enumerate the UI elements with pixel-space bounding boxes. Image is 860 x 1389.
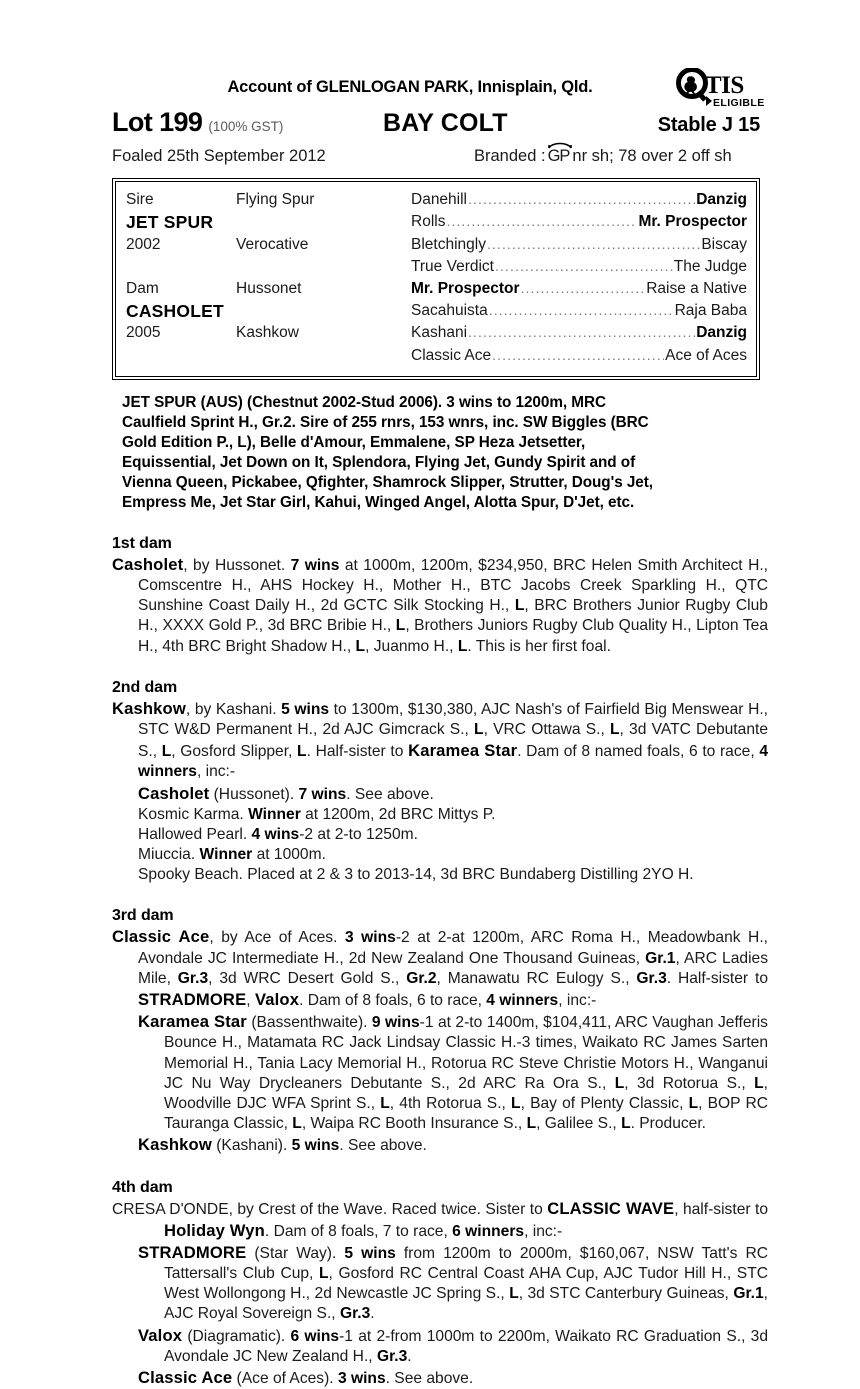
sire-summary-paragraph: [122, 393, 760, 513]
emphasis-text: 4 winners: [138, 743, 768, 781]
horse-name: Valox: [138, 1325, 183, 1345]
emphasis-text: 7 wins: [298, 785, 347, 803]
entry-text: (Diagramatic).: [182, 1327, 291, 1345]
entry-text: . Half-sister to: [306, 743, 409, 761]
emphasis-text: Gr.3: [376, 1347, 408, 1365]
lot-title-row: [112, 107, 760, 138]
entry-text: . This is her first foal.: [467, 637, 611, 655]
emphasis-text: L: [355, 637, 366, 655]
horse-name: Casholet: [112, 554, 184, 574]
emphasis-text: L: [614, 1074, 625, 1092]
pedigree-entry: [112, 698, 768, 783]
entry-text: , by Hussonet.: [183, 556, 291, 574]
dot-leader: [468, 324, 695, 342]
pedigree-entry: [112, 1325, 768, 1367]
horse-name: Classic Ace: [112, 927, 210, 947]
sire-summary-line: JET SPUR (AUS) (Chestnut 2002-Stud 2006). 3 wins to 1200m, MRC: [122, 393, 606, 411]
emphasis-text: Gr.3: [177, 969, 209, 987]
pedigree-horse-name: CASHOLET: [126, 300, 224, 321]
pedigree-gen3-row: [411, 236, 747, 254]
branded-info: [474, 147, 760, 166]
emphasis-text: Winner: [199, 846, 253, 864]
pedigree-gen3-row: [411, 347, 747, 365]
entry-text: -2 at 2-at 1200m, ARC Roma H., Meadowbank H., Avondale JC Intermediate H., 2d New Zealand One Thousand Guineas,: [138, 929, 768, 967]
entry-text: Miuccia.: [138, 846, 200, 864]
dam-heading: 2nd dam: [112, 678, 178, 696]
entry-text: ,: [246, 992, 255, 1010]
pedigree-entry: [112, 554, 768, 657]
emphasis-text: 6 winners: [452, 1222, 525, 1240]
pedigree-gen3-dam: Raise a Native: [646, 279, 747, 297]
brand-glyphs: GP: [547, 147, 570, 166]
dot-leader: [468, 191, 695, 209]
emphasis-text: 5 wins: [281, 700, 330, 718]
entry-text: , BOP RC Tauranga Classic,: [164, 1094, 768, 1133]
pedigree-gen3-dam: Raja Baba: [674, 302, 747, 320]
pedigree-entry: [112, 865, 768, 885]
emphasis-text: L: [514, 597, 525, 615]
entry-text: , inc:-: [524, 1222, 563, 1240]
dam-heading: 3rd dam: [112, 907, 174, 925]
pedigree-gen2-name: Verocative: [236, 235, 309, 253]
pedigree-gen3-dam: The Judge: [673, 257, 747, 275]
svg-text:ELIGIBLE: ELIGIBLE: [713, 97, 765, 108]
dot-leader: [521, 280, 646, 298]
emphasis-text: 3 wins: [344, 929, 396, 947]
entry-text: , 3d VATC Debutante S.,: [138, 720, 768, 761]
emphasis-text: 5 wins: [291, 1137, 340, 1155]
entry-text: . Half-sister to: [666, 969, 768, 987]
entry-text: (Hussonet).: [209, 785, 299, 803]
otis-eligible-logo: [676, 68, 772, 108]
emphasis-text: L: [395, 617, 406, 635]
pedigree-entry: [112, 926, 768, 1011]
pedigree-gen3-row: [411, 258, 747, 276]
emphasis-text: L: [509, 1285, 519, 1303]
pedigree-label: 2002: [126, 235, 161, 253]
sire-summary-line: Empress Me, Jet Star Girl, Kahui, Winged Angel, Alotta Spur, D'Jet, etc.: [122, 493, 635, 511]
entry-text: (Bassenthwaite).: [246, 1014, 372, 1032]
svg-text:TIS: TIS: [705, 72, 744, 99]
dot-leader: [492, 347, 664, 365]
entry-text: , BRC Brothers Junior Rugby Club H., XXXX Gold P., 3d BRC Bribie H.,: [138, 597, 768, 635]
entry-text: to 1300m, $130,380, AJC Nash's of Fairfield Big Menswear H., STC W&D Permanent H., 2d AJC Gimcrack S.,: [138, 700, 769, 738]
entry-text: , Manawatu RC Eulogy S.,: [436, 969, 637, 987]
dam-section: [112, 1179, 768, 1389]
entry-text: (Ace of Aces).: [232, 1370, 338, 1388]
pedigree-gen3-sire: True Verdict: [411, 257, 494, 275]
entry-text: , Woodville DJC WFA Sprint S.,: [164, 1074, 768, 1112]
entry-text: , AJC Royal Sovereign S.,: [164, 1285, 768, 1323]
dam-section: [112, 907, 768, 1156]
emphasis-text: 4 wins: [251, 825, 300, 843]
emphasis-text: 5 wins: [344, 1244, 396, 1262]
foaled-branded-row: [112, 147, 760, 166]
stable-number: Stable J 15: [657, 114, 760, 137]
pedigree-entry: [112, 805, 768, 825]
horse-name: Holiday Wyn: [164, 1220, 265, 1240]
emphasis-text: L: [161, 743, 172, 761]
emphasis-text: L: [297, 743, 307, 761]
emphasis-text: Gr.1: [645, 949, 676, 967]
entry-text: , by Kashani.: [185, 700, 282, 718]
pedigree-gen3-sire: Danehill: [411, 191, 468, 209]
entry-text: CRESA D'ONDE, by Crest of the Wave. Raced twice. Sister to: [112, 1200, 548, 1218]
dot-leader: [446, 213, 637, 231]
pedigree-gen3-dam: Biscay: [701, 235, 747, 253]
pedigree-gen3-row: [411, 302, 747, 320]
horse-name: Karamea Star: [138, 1012, 247, 1032]
emphasis-text: L: [754, 1074, 764, 1092]
entry-text: , Galilee S.,: [536, 1115, 622, 1133]
entry-text: , Waipa RC Booth Insurance S.,: [301, 1115, 527, 1133]
entry-text: at 1000m, 1200m, $234,950, BRC Helen Smith Architect H., Comscentre H., AHS Hockey H., Mother H., BTC Jacobs Creek Sparkling H., QTC Sunshine Coast Daily H., 2d GCTC Silk Stocking H.,: [138, 556, 768, 615]
emphasis-text: Gr.3: [636, 969, 667, 987]
entry-text: , 3d WRC Desert Gold S.,: [208, 969, 407, 987]
emphasis-text: L: [511, 1094, 521, 1112]
emphasis-text: L: [380, 1094, 390, 1112]
pedigree-gen2-name: Kashkow: [236, 324, 299, 342]
branded-label: Branded :: [474, 147, 546, 166]
entry-text: . Dam of 8 foals, 7 to race,: [264, 1222, 453, 1240]
entry-text: (Kashani).: [211, 1137, 292, 1155]
entry-text: , by Ace of Aces.: [209, 929, 345, 947]
horse-name: Karamea Star: [408, 741, 518, 761]
dot-leader: [489, 302, 674, 320]
entry-text: . See above.: [346, 785, 434, 803]
horse-name: Valox: [254, 990, 300, 1010]
pedigree-gen2-name: Flying Spur: [236, 191, 315, 209]
sire-summary-line: Equissential, Jet Down on It, Splendora, Flying Jet, Gundy Spirit and of: [122, 453, 636, 471]
entry-text: , ARC Ladies Mile,: [138, 949, 769, 987]
entry-text: . See above.: [339, 1137, 427, 1155]
emphasis-text: L: [292, 1115, 302, 1133]
emphasis-text: L: [474, 720, 484, 738]
entry-text: , Gosford RC Central Coast AHA Cup, AJC Tudor Hill H., STC West Wollongong H., 2d Newcastle JC Spring S.,: [164, 1265, 768, 1303]
lot-number: Lot 199: [112, 107, 203, 138]
pedigree-gen3-sire: Mr. Prospector: [411, 279, 520, 297]
pedigree-gen3-sire: Rolls: [411, 213, 446, 231]
sire-summary-line: Caulfield Sprint H., Gr.2. Sire of 255 rnrs, 153 wnrs, inc. SW Biggles (BRC: [122, 413, 649, 431]
entry-text: . Dam of 8 foals, 6 to race,: [299, 992, 487, 1010]
dot-leader: [487, 236, 700, 254]
entry-text: , 4th Rotorua S.,: [389, 1094, 512, 1112]
sire-summary-line: Vienna Queen, Pickabee, Qfighter, Shamrock Slipper, Strutter, Doug's Jet,: [122, 473, 654, 491]
gst-note: (100% GST): [208, 119, 284, 135]
emphasis-text: Gr.2: [406, 969, 437, 987]
pedigree-gen2-name: Hussonet: [236, 279, 302, 297]
foaled-date: Foaled 25th September 2012: [112, 147, 326, 166]
emphasis-text: L: [610, 720, 620, 738]
pedigree-label: 2005: [126, 324, 161, 342]
emphasis-text: 6 wins: [290, 1327, 340, 1345]
sire-summary-line: Gold Edition P., L), Belle d'Amour, Emmalene, SP Heza Jetsetter,: [122, 433, 586, 451]
dam-heading: 4th dam: [112, 1178, 173, 1196]
entry-text: -1 at 2-from 1000m to 2200m, Waikato RC Graduation S., 3d Avondale JC New Zealand H.,: [164, 1327, 768, 1365]
horse-name: STRADMORE: [138, 1242, 247, 1262]
entry-text: .: [407, 1347, 412, 1365]
dam-heading: 1st dam: [112, 534, 172, 552]
entry-text: , Gosford Slipper,: [171, 743, 298, 761]
pedigree-gen3-row: [411, 213, 747, 231]
pedigree-horse-name: JET SPUR: [126, 211, 214, 232]
entry-text: , Brothers Juniors Rugby Club Quality H., Lipton Tea H., 4th BRC Bright Shadow H.,: [138, 617, 768, 655]
brand-symbol: [548, 148, 570, 165]
pedigree-grid: [116, 189, 756, 367]
dot-leader: [495, 258, 673, 276]
entry-text: Hallowed Pearl.: [138, 825, 252, 843]
entry-text: . Producer.: [630, 1115, 707, 1133]
emphasis-text: 9 wins: [371, 1014, 420, 1032]
dam-section: [112, 535, 768, 657]
entry-text: from 1200m to 2000m, $160,067, NSW Tatt's RC Tattersall's Club Cup,: [164, 1244, 768, 1283]
emphasis-text: L: [457, 637, 468, 655]
pedigree-label: Sire: [126, 191, 154, 209]
pedigree-gen3-row: [411, 191, 747, 209]
horse-name: Kashkow: [112, 698, 186, 718]
horse-name: Kashkow: [138, 1135, 212, 1155]
entry-text: , inc:-: [558, 992, 597, 1010]
pedigree-entry: [112, 845, 768, 865]
emphasis-text: Winner: [248, 805, 301, 823]
emphasis-text: 4 winners: [486, 992, 559, 1010]
pedigree-table-frame: [112, 178, 760, 380]
horse-name: CLASSIC WAVE: [547, 1198, 675, 1218]
entry-text: (Star Way).: [246, 1244, 345, 1262]
dam-sections: [0, 535, 860, 1389]
emphasis-text: 3 wins: [337, 1370, 386, 1388]
entry-text: Kosmic Karma.: [138, 805, 249, 823]
pedigree-entry: [112, 825, 768, 845]
page-header: [112, 0, 765, 166]
entry-text: , 3d Rotorua S.,: [624, 1074, 755, 1092]
pedigree-gen3-row: [411, 324, 747, 342]
entry-text: at 1200m, 2d BRC Mittys P.: [300, 805, 496, 823]
pedigree-entry: [112, 783, 768, 805]
entry-text: , VRC Ottawa S.,: [483, 720, 611, 738]
pedigree-table: [115, 181, 757, 377]
emphasis-text: L: [319, 1265, 329, 1283]
emphasis-text: L: [688, 1094, 699, 1112]
horse-name: Casholet: [138, 783, 210, 803]
entry-text: -2 at 2-to 1250m.: [299, 825, 418, 843]
entry-text: , half-sister to: [674, 1200, 769, 1218]
entry-text: -1 at 2-to 1400m, $104,411, ARC Vaughan Jefferis Bounce H., Matamata RC Jack Lindsay Classic H.-3 times, Waikato RC James Sarten Memorial H., Tania Lacy Memorial H., Rotorua RC Steve Christie Motors H., Wanganui JC Nu Way Drycleaners Debutante S., 2d ARC Ra Ora S.,: [164, 1014, 768, 1092]
entry-text: . See above.: [385, 1370, 474, 1388]
pedigree-entry: [112, 1242, 768, 1325]
pedigree-gen3-sire: Kashani: [411, 324, 468, 342]
entry-text: . Dam of 8 named foals, 6 to race,: [517, 743, 760, 761]
entry-text: , inc:-: [196, 763, 236, 781]
pedigree-gen3-sire: Sacahuista: [411, 302, 488, 320]
entry-text: Spooky Beach. Placed at 2 & 3 to 2013-14, 3d BRC Bundaberg Distilling 2YO H.: [138, 866, 694, 884]
pedigree-gen3-sire: Bletchingly: [411, 235, 486, 253]
dam-section: [112, 679, 768, 886]
colour-and-sex: BAY COLT: [383, 109, 508, 138]
entry-text: , 3d STC Canterbury Guineas,: [518, 1285, 734, 1303]
emphasis-text: L: [621, 1115, 631, 1133]
emphasis-text: Gr.3: [339, 1305, 371, 1323]
entry-text: , Bay of Plenty Classic,: [520, 1094, 689, 1112]
emphasis-text: L: [526, 1115, 537, 1133]
pedigree-gen3-dam: Danzig: [696, 324, 747, 342]
emphasis-text: 7 wins: [290, 556, 340, 574]
pedigree-gen3-dam: Mr. Prospector: [638, 213, 747, 231]
horse-name: STRADMORE: [138, 990, 247, 1010]
lot-left-group: [112, 107, 367, 138]
horse-name: Classic Ace: [138, 1368, 233, 1388]
emphasis-text: Gr.1: [733, 1285, 764, 1303]
entry-text: .: [370, 1305, 375, 1323]
pedigree-entry: [112, 1367, 768, 1389]
entry-text: , Juanmo H.,: [365, 637, 458, 655]
pedigree-entry: [112, 1134, 768, 1156]
pedigree-gen3-dam: Danzig: [696, 191, 747, 209]
branded-detail: nr sh; 78 over 2 off sh: [572, 147, 732, 166]
pedigree-gen3-row: [411, 280, 747, 298]
pedigree-gen3-dam: Ace of Aces: [665, 346, 747, 364]
pedigree-gen3-sire: Classic Ace: [411, 346, 492, 364]
pedigree-entry: [112, 1198, 768, 1242]
entry-text: at 1000m.: [252, 846, 326, 864]
vendor-account-line: Account of GLENLOGAN PARK, Innisplain, Qld.: [227, 78, 593, 96]
pedigree-entry: [112, 1011, 768, 1134]
pedigree-label: Dam: [126, 279, 159, 297]
